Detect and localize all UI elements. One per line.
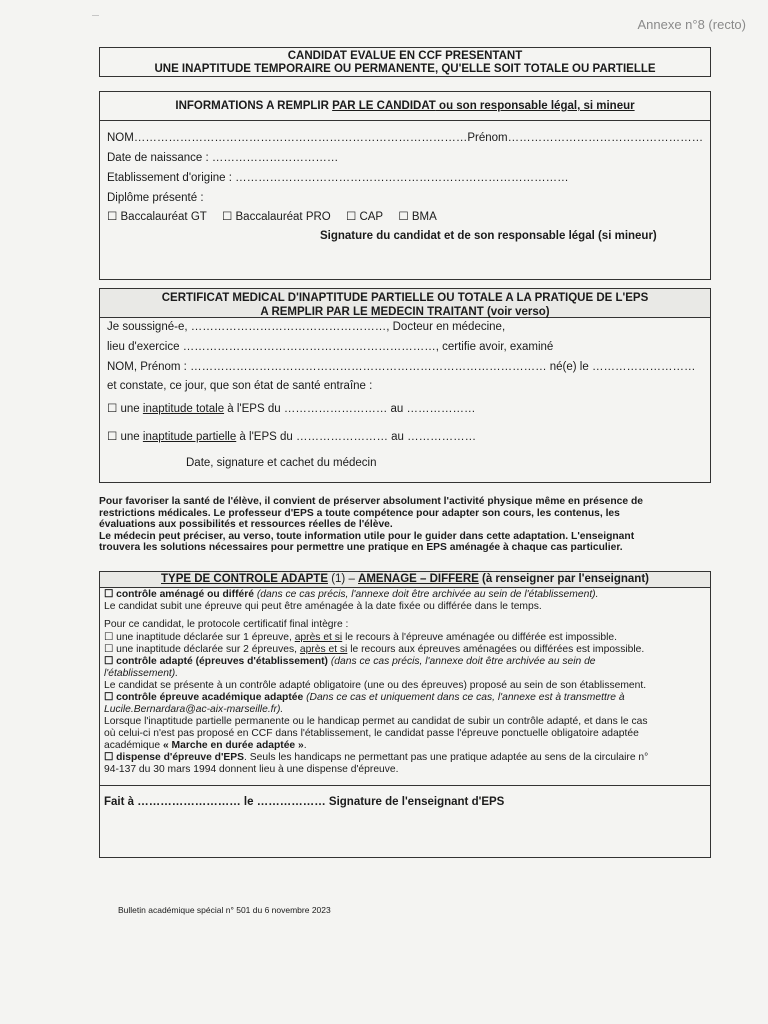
controle-academique-text-3: académique « Marche en durée adaptée ». (104, 740, 307, 751)
nom-field[interactable]: NOM……………………………………………………………………………Prénom…………………………………………… (107, 132, 704, 144)
fait-a-signature-field[interactable]: Fait à ……………………… le ……………… Signature de l'enseignant d'EPS (104, 796, 505, 808)
option-bma[interactable]: ☐ BMA (398, 211, 437, 223)
lieu-exercice-field[interactable]: lieu d'exercice …………………………………………………………, certifie avoir, examiné (107, 341, 554, 353)
control-section-header: TYPE DE CONTROLE ADAPTE (1) – AMENAGE – DIFFERE (à renseigner par l'enseignant) (100, 572, 710, 588)
medecin-signature-label: Date, signature et cachet du médecin (186, 457, 377, 469)
corner-mark: — (92, 12, 99, 19)
option-bac-gt[interactable]: ☐ Baccalauréat GT (107, 211, 207, 223)
candidate-head-b: PAR LE CANDIDAT (332, 100, 436, 112)
controle-academique-text-1: Lorsque l'inaptitude partielle permanente ou le handicap permet au candidat de subir un contrôle adapté, et dans le cas (104, 716, 648, 727)
etablissement-field[interactable]: Etablissement d'origine : …………………………………………………………………………… (107, 172, 569, 184)
controle-amenage-option[interactable]: ☐ contrôle aménagé ou différé (dans ce cas précis, l'annexe doit être archivée au sein de l'établissement). (104, 589, 599, 600)
protocole-text: Pour ce candidat, le protocole certificatif final intègre : (104, 619, 349, 630)
controle-academique-email: Lucile.Bernardara@ac-aix-marseille.fr). (104, 704, 284, 715)
intro-paragraph: Pour favoriser la santé de l'élève, il convient de préserver absolument l'activité physique même en présence de restrictions médicales. Le professeur d'EPS a toute compétence pour adapter son cours, les contenus, les évaluations aux possibilités et ressources réelles de l'élève. Le médecin peut préciser, au verso, toute information utile pour le guider dans cette adaptation. L'enseignant trouvera les solutions nécessaires pour permettre une pratique en EPS aménagée à chaque cas particulier. (99, 496, 643, 554)
candidate-section (99, 91, 711, 280)
diplome-label: Diplôme présenté : (107, 192, 204, 204)
candidate-head-a: INFORMATIONS A REMPLIR (175, 100, 333, 112)
title-line-2: UNE INAPTITUDE TEMPORAIRE OU PERMANENTE, QU'ELLE SOIT TOTALE OU PARTIELLE (154, 63, 656, 75)
date-naissance-field[interactable]: Date de naissance : …………………………… (107, 152, 339, 164)
medical-section-header (100, 289, 710, 318)
controle-academique-option[interactable]: ☐ contrôle épreuve académique adaptée (Dans ce cas et uniquement dans ce cas, l'annexe est à transmettre à (104, 692, 625, 703)
candidate-signature-label: Signature du candidat et de son responsable légal (si mineur) (320, 230, 657, 242)
inaptitude-1-epreuve-option[interactable]: ☐ une inaptitude déclarée sur 1 épreuve, après et si le recours à l'épreuve aménagée ou différée est impossible. (104, 632, 618, 643)
controle-adapte-text: Le candidat se présente à un contrôle adapté obligatoire (une ou des épreuves) proposé au sein de son établissement. (104, 680, 647, 691)
control-divider (100, 785, 710, 786)
option-cap[interactable]: ☐ CAP (345, 211, 384, 223)
inaptitude-partielle-option[interactable]: ☐ une inaptitude partielle à l'EPS du …………………… au ……………… (107, 431, 477, 443)
dispense-option[interactable]: ☐ dispense d'épreuve d'EPS. Seuls les handicaps ne permettant pas une pratique adaptée au sens de la circulaire n° (104, 752, 649, 763)
annexe-label: Annexe n°8 (recto) (637, 17, 746, 32)
controle-adapte-note: l'établissement). (104, 668, 179, 679)
candidate-section-header (100, 92, 710, 121)
option-bac-pro[interactable]: ☐ Baccalauréat PRO (222, 211, 331, 223)
constate-text: et constate, ce jour, que son état de santé entraîne : (107, 380, 373, 392)
inaptitude-2-epreuves-option[interactable]: ☐ une inaptitude déclarée sur 2 épreuves, après et si le recours aux épreuves aménagées ou différées est impossible. (104, 644, 645, 655)
diploma-options (107, 209, 437, 223)
controle-academique-text-2: où celui-ci n'est pas proposé en CCF dans l'établissement, le candidat passe l'épreuve ponctuelle obligatoire adaptée (104, 728, 639, 739)
document-title-box (99, 47, 711, 77)
controle-adapte-option[interactable]: ☐ contrôle adapté (épreuves d'établissement) (dans ce cas précis, l'annexe doit être archivée au sein de (104, 656, 596, 667)
control-section (99, 571, 711, 858)
controle-amenage-text: Le candidat subit une épreuve qui peut être aménagée à la date fixée ou différée dans le temps. (104, 601, 542, 612)
medical-section (99, 288, 711, 483)
patient-name-field[interactable]: NOM, Prénom : ………………………………………………………………………………… né(e) le ……………………… (107, 361, 696, 373)
footer-bulletin: Bulletin académique spécial n° 501 du 6 novembre 2023 (118, 905, 331, 915)
dispense-text: 94-137 du 30 mars 1994 donnent lieu à une dispense d'épreuve. (104, 764, 399, 775)
medical-head-2: A REMPLIR PAR LE MEDECIN TRAITANT (voir verso) (260, 306, 550, 318)
medecin-name-field[interactable]: Je soussigné-e, ……………………………………………, Docteur en médecine, (107, 321, 506, 333)
inaptitude-totale-option[interactable]: ☐ une inaptitude totale à l'EPS du ……………………… au ……………… (107, 403, 476, 415)
medical-head-1: CERTIFICAT MEDICAL D'INAPTITUDE PARTIELLE OU TOTALE A LA PRATIQUE DE L'EPS (161, 292, 649, 304)
candidate-head-c: ou son responsable légal, si mineur (435, 100, 635, 112)
title-line-1: CANDIDAT EVALUE EN CCF PRESENTANT (287, 50, 523, 62)
